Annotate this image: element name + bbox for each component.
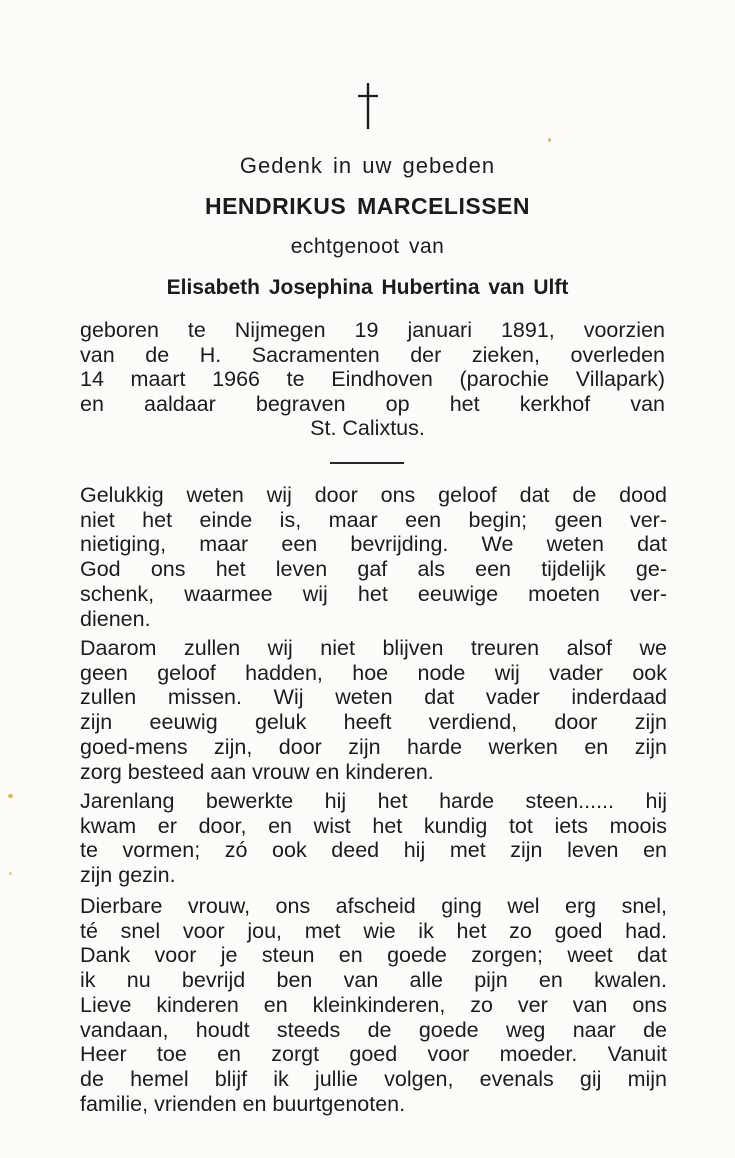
paragraph-line: geen geloof hadden, hoe node wij vader ook [80, 660, 667, 685]
paragraph-line: dienen. [80, 606, 151, 631]
paragraph-line: zijn eeuwig geluk heeft verdiend, door zijn [80, 710, 667, 735]
paragraph-line: nietiging, maar een bevrijding. We weten dat [80, 532, 667, 557]
paragraph-line: kwam er door, en wist het kundig tot iets moois [80, 813, 667, 838]
paragraph-line: schenk, waarmee wij het eeuwige moeten ver- [80, 581, 667, 606]
paragraph-line: Dierbare vrouw, ons afscheid ging wel erg snel, [80, 894, 667, 918]
paragraph-line: te vormen; zó ook deed hij met zijn leven en [80, 838, 667, 863]
divider [330, 462, 404, 464]
biography-line: van de H. Sacramenten der zieken, overleden [80, 342, 665, 367]
paragraph-line: ik nu bevrijd ben van alle pijn en kwalen. [80, 968, 667, 993]
biography-line: 14 maart 1966 te Eindhoven (parochie Villapark) [80, 367, 665, 392]
biography-text [80, 318, 665, 416]
paragraph-line: Gelukkig weten wij door ons geloof dat de dood [80, 483, 667, 507]
relation-text: echtgenoot van [290, 235, 445, 258]
biography-line: en aaldaar begraven op het kerkhof van [80, 391, 665, 416]
paragraph-line: Lieve kinderen en kleinkinderen, zo ver van ons [80, 993, 667, 1017]
paragraph-line: vandaan, houdt steeds de goede weg naar de [80, 1017, 667, 1042]
cross-icon [356, 82, 380, 130]
biography-last-line: St. Calixtus. [310, 416, 425, 440]
deceased-name: HENDRIKUS MARCELISSEN [204, 193, 531, 219]
paragraph-line: familie, vrienden en buurtgenoten. [80, 1091, 406, 1116]
paragraph-line: goed-mens zijn, door zijn harde werken en zijn [80, 734, 667, 759]
card-header: Gedenk in uw gebeden [239, 153, 496, 178]
biography-line: geboren te Nijmegen 19 januari 1891, voorzien [80, 318, 665, 342]
paragraph [80, 789, 667, 888]
paragraph-line: zijn gezin. [80, 863, 176, 888]
paragraph-line: Jarenlang bewerkte hij het harde steen...... hij [80, 789, 667, 813]
paragraph [80, 993, 667, 1117]
paragraph-line: God ons het leven gaf als een tijdelijk ge- [80, 557, 667, 582]
paragraph-line: de hemel blijf ik jullie volgen, evenals gij mijn [80, 1067, 667, 1092]
paragraph-line: zorg besteed aan vrouw en kinderen. [80, 759, 434, 784]
paragraph [80, 894, 667, 993]
paragraph-line: té snel voor jou, met wie ik het zo goed had. [80, 918, 667, 943]
paragraph-line: Daarom zullen wij niet blijven treuren alsof we [80, 636, 667, 660]
paragraph-line: Dank voor je steun en goede zorgen; weet dat [80, 943, 667, 968]
paragraph [80, 636, 667, 784]
paragraph-line: Heer toe en zorgt goed voor moeder. Vanuit [80, 1042, 667, 1067]
paper-speck [548, 138, 551, 142]
paragraph [80, 483, 667, 631]
spouse-name: Elisabeth Josephina Hubertina van Ulft [166, 276, 569, 299]
paragraph-line: zullen missen. Wij weten dat vader inderdaad [80, 685, 667, 710]
paragraph-line: niet het einde is, maar een begin; geen ver- [80, 507, 667, 532]
paper-speck [8, 794, 13, 798]
paper-speck [9, 872, 12, 875]
